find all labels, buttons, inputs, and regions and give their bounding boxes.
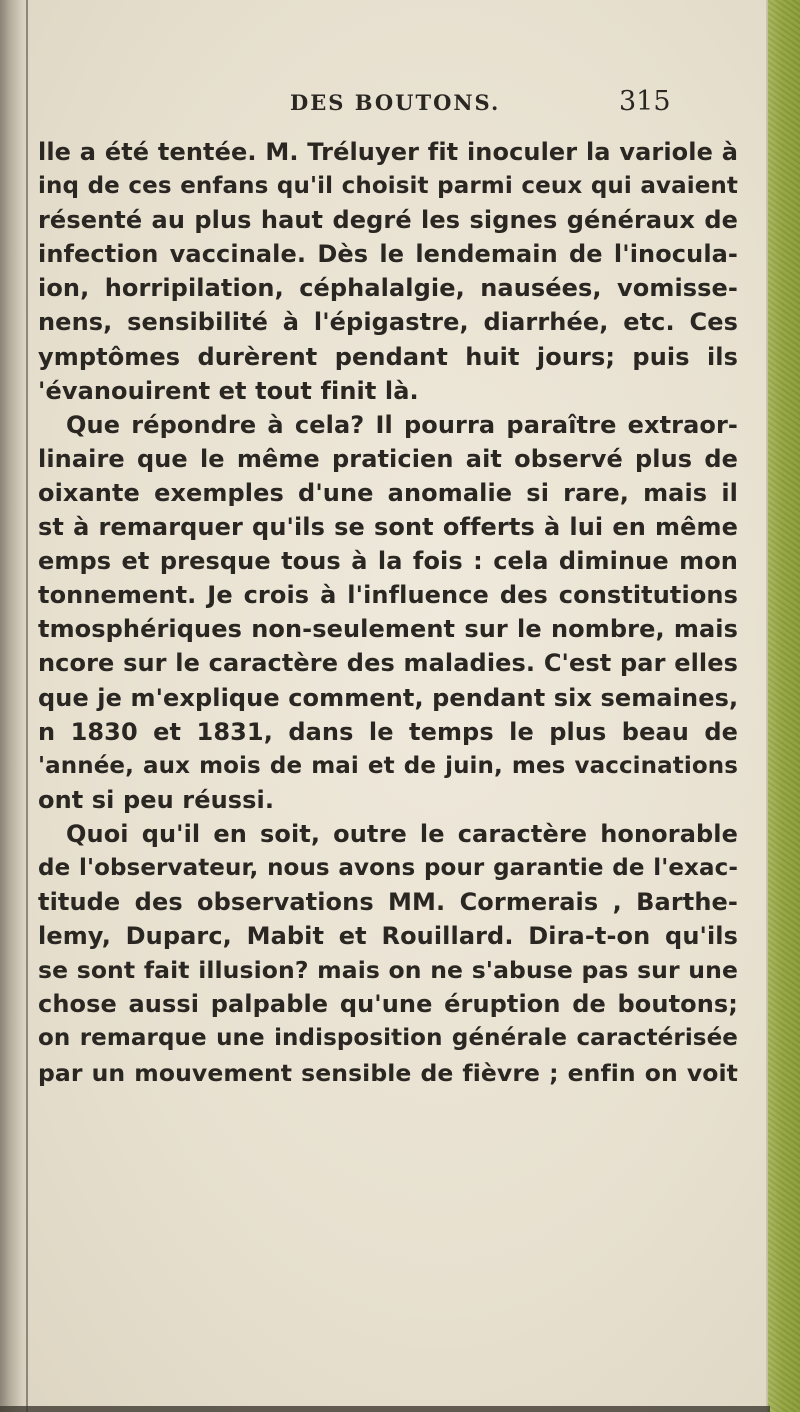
page-number: 315 xyxy=(619,86,671,117)
text-line: oixante exemples d'une anomalie si rare, mais il xyxy=(38,478,738,507)
text-line: infection vaccinale. Dès le lendemain de l'inocula- xyxy=(38,240,738,269)
text-line: ncore sur le caractère des maladies. C'est par elles xyxy=(38,649,738,678)
text-line: par un mouvement sensible de fièvre ; enfin on voit xyxy=(38,1058,738,1087)
text-line: que je m'explique comment, pendant six semaines, xyxy=(38,683,739,712)
body-text xyxy=(38,135,738,1090)
running-head xyxy=(0,86,770,120)
text-line: ymptômes durèrent pendant huit jours; puis ils xyxy=(38,342,738,371)
text-line: titude des observations MM. Cormerais , Barthe- xyxy=(38,888,738,917)
text-line: lle a été tentée. M. Tréluyer fit inoculer la variole à xyxy=(38,138,738,166)
text-line: linaire que le même praticien ait observé plus de xyxy=(38,444,738,473)
text-line: n 1830 et 1831, dans le temps le plus beau de xyxy=(38,717,738,746)
text-line: Quoi qu'il en soit, outre le caractère honorable xyxy=(66,819,738,848)
text-line: on remarque une indisposition générale caractérisée xyxy=(38,1025,738,1052)
text-line: se sont fait illusion? mais on ne s'abuse pas sur une xyxy=(38,956,738,985)
text-line: tonnement. Je crois à l'influence des constitutions xyxy=(38,581,738,610)
text-line: résenté au plus haut degré les signes généraux de xyxy=(38,206,738,235)
text-line: inq de ces enfans qu'il choisit parmi ceux qui avaient xyxy=(38,173,738,200)
text-line: emps et presque tous à la fois : cela diminue mon xyxy=(38,547,738,576)
text-line: 'année, aux mois de mai et de juin, mes vaccinations xyxy=(38,752,738,779)
text-line: tmosphériques non-seulement sur le nombre, mais xyxy=(38,615,738,644)
text-line: de l'observateur, nous avons pour garantie de l'exac- xyxy=(38,854,738,881)
text-line: chose aussi palpable qu'une éruption de boutons; xyxy=(38,990,738,1019)
text-line: 'évanouirent et tout finit là. xyxy=(38,376,419,405)
binding-edge xyxy=(26,0,28,1412)
text-line: ion, horripilation, céphalalgie, nausées, vomisse- xyxy=(38,274,738,303)
text-line: nens, sensibilité à l'épigastre, diarrhée, etc. Ces xyxy=(38,308,738,337)
bottom-edge xyxy=(0,1406,770,1412)
backing-board xyxy=(768,0,800,1412)
text-line: Que répondre à cela? Il pourra paraître extraor- xyxy=(66,410,738,439)
text-line: ont si peu réussi. xyxy=(38,785,275,814)
text-line: lemy, Duparc, Mabit et Rouillard. Dira-t-on qu'ils xyxy=(38,922,738,951)
text-line: st à remarquer qu'ils se sont offerts à lui en même xyxy=(38,513,738,542)
running-head-title: DES BOUTONS. xyxy=(290,90,501,115)
